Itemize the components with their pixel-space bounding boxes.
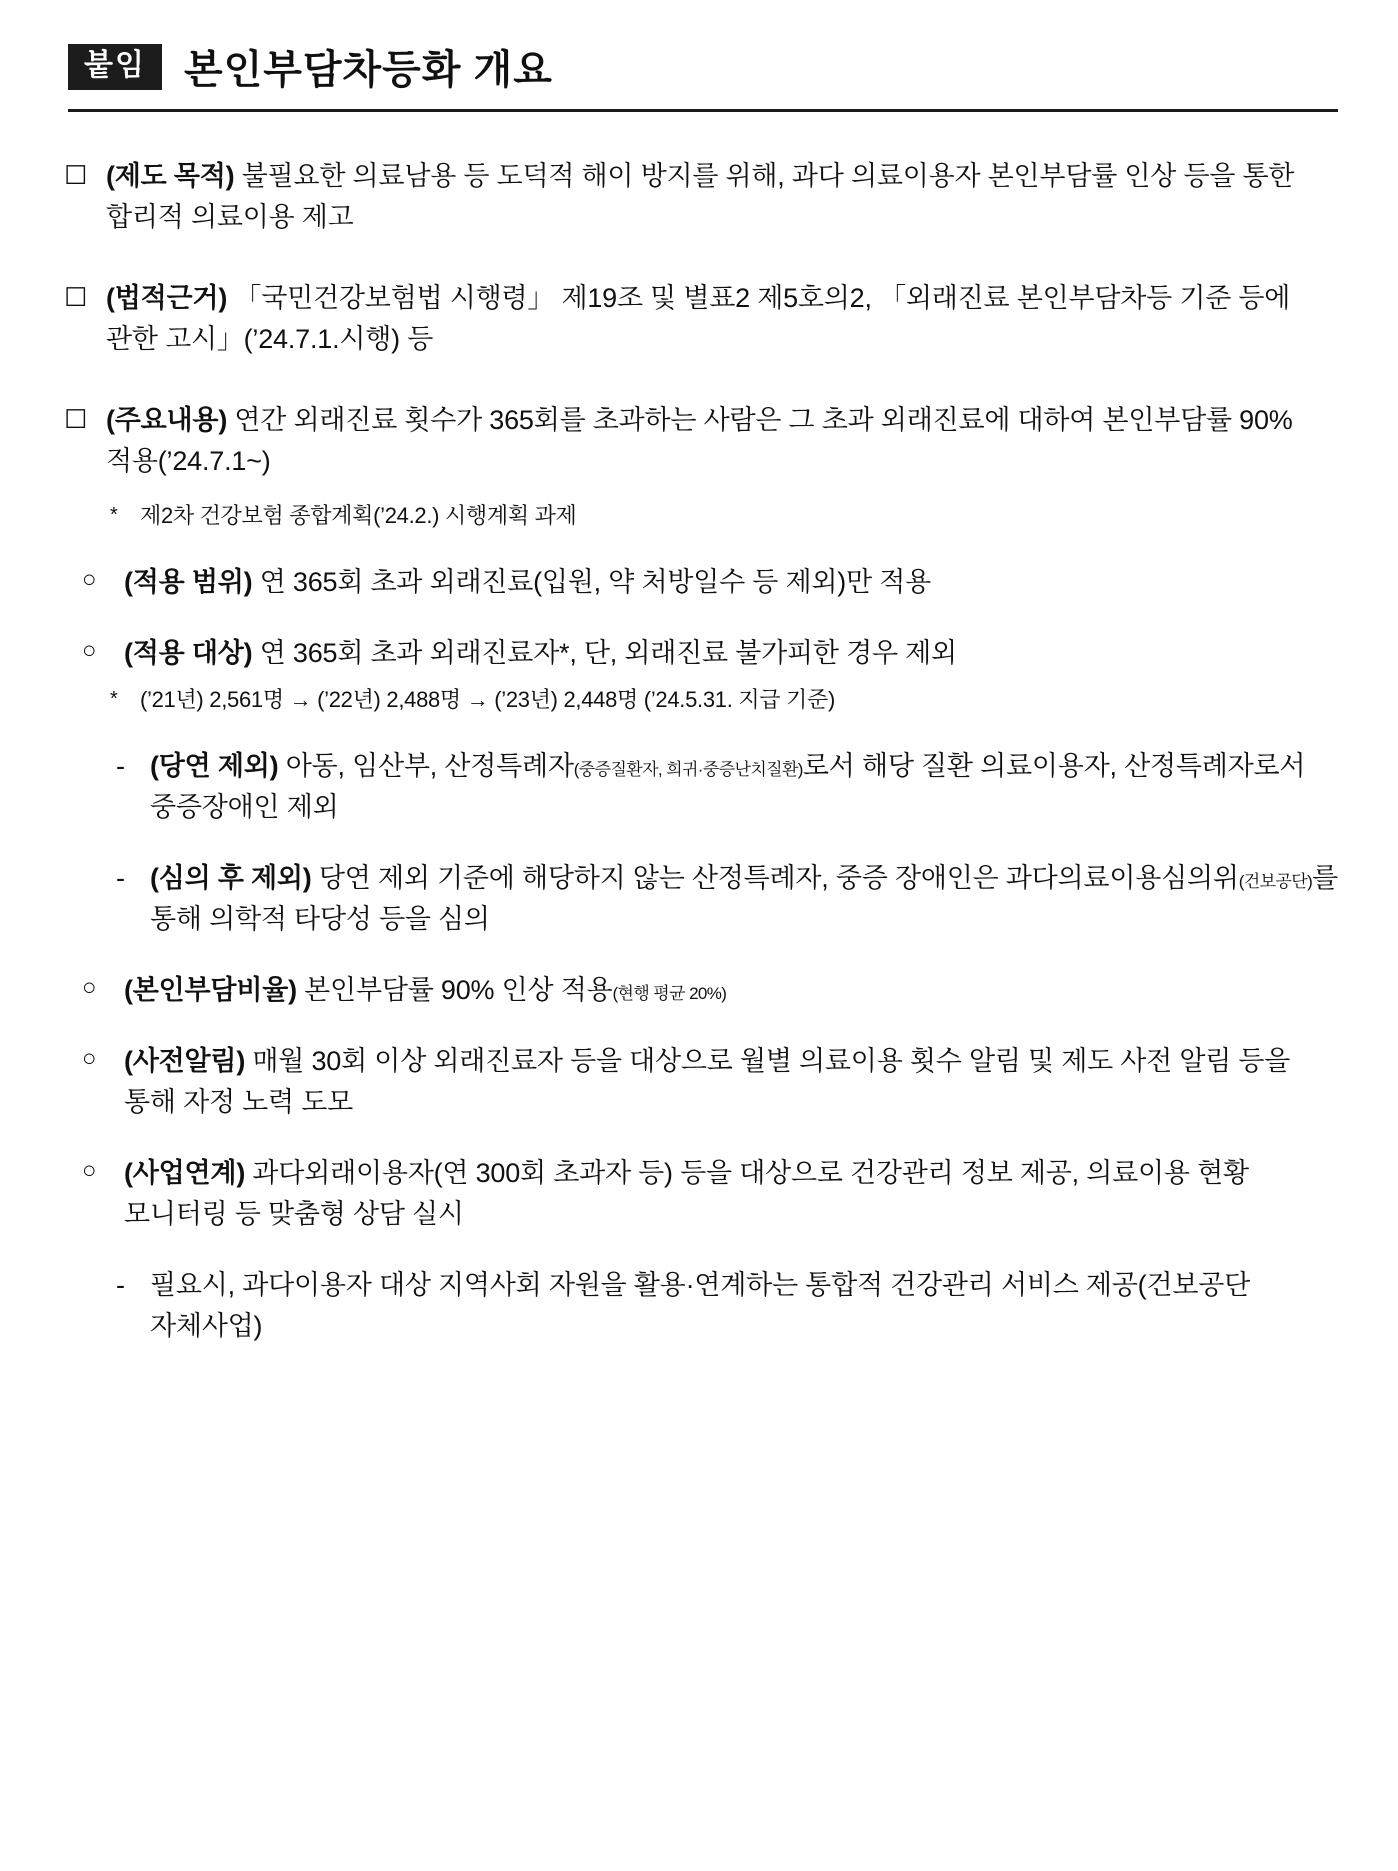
footnote-item — [64, 684, 1340, 716]
item-tail: 를 통해 의학적 타당성 등을 심의 — [150, 863, 1339, 935]
list-item-text — [106, 400, 1340, 482]
item-body: 연 365회 초과 외래진료(입원, 약 처방일수 등 제외)만 적용 — [252, 567, 931, 598]
item-body: 본인부담률 90% 인상 적용 — [296, 975, 613, 1006]
list-item-text — [106, 278, 1340, 360]
circle-bullet-icon: ○ — [82, 637, 97, 665]
item-lead: (사업연계) — [124, 1158, 246, 1189]
circle-bullet-icon: ○ — [82, 974, 97, 1002]
item-body: 과다외래이용자(연 300회 초과자 등) 등을 대상으로 건강관리 정보 제공, 의료이용 현황 모니터링 등 맞춤형 상담 실시 — [124, 1158, 1249, 1230]
item-annotation: (중증질환자, 희귀·중증난치질환) — [573, 760, 803, 780]
page-title: 본인부담차등화 개요 — [183, 48, 553, 92]
item-body: 연간 외래진료 횟수가 365회를 초과하는 사람은 그 초과 외래진료에 대하여 본인부담률 90% 적용(’24.7.1~) — [106, 405, 1293, 477]
circle-bullet-icon: ○ — [82, 1157, 97, 1185]
item-body: 연 365회 초과 외래진료자*, 단, 외래진료 불가피한 경우 제외 — [252, 638, 957, 669]
asterisk-bullet-icon: * — [110, 688, 118, 711]
list-item-text — [124, 1041, 1340, 1123]
list-item — [64, 746, 1340, 828]
list-item-text — [150, 858, 1340, 940]
list-item — [64, 1153, 1340, 1235]
dash-bullet-icon: - — [116, 751, 125, 782]
item-lead: (본인부담비율) — [124, 975, 297, 1006]
footnote-text: 제2차 건강보험 종합계획(’24.2.) 시행계획 과제 — [140, 503, 577, 529]
item-lead: (주요내용) — [106, 405, 228, 436]
item-annotation: (현행 평균 20%) — [612, 984, 727, 1004]
item-lead: (법적근거) — [106, 283, 228, 314]
list-item-text: 필요시, 과다이용자 대상 지역사회 자원을 활용·연계하는 통합적 건강관리 서비스 제공(건보공단 자체사업) — [150, 1270, 1250, 1342]
attachment-tag: 붙임 — [68, 44, 162, 90]
circle-bullet-icon: ○ — [82, 566, 97, 594]
list-item-text — [124, 633, 1340, 674]
item-body: 매월 30회 이상 외래진료자 등을 대상으로 월별 의료이용 횟수 알림 및 제도 사전 알림 등을 통해 자정 노력 도모 — [124, 1046, 1291, 1118]
item-body: 「국민건강보험법 시행령」 제19조 및 별표2 제5호의2, 「외래진료 본인부담차등 기준 등에 관한 고시」(’24.7.1.시행) 등 — [106, 283, 1291, 355]
item-body: 당연 제외 기준에 해당하지 않는 산정특례자, 중증 장애인은 과다의료이용심의위 — [311, 863, 1239, 894]
item-lead: (적용 범위) — [124, 567, 253, 598]
dash-bullet-icon: - — [116, 1270, 125, 1301]
item-lead: (사전알림) — [124, 1046, 246, 1077]
list-item — [64, 562, 1340, 603]
item-lead: (적용 대상) — [124, 638, 253, 669]
list-item-text — [124, 562, 1340, 603]
list-item — [64, 633, 1340, 674]
square-bullet-icon: ☐ — [64, 160, 88, 190]
dash-bullet-icon: - — [116, 863, 125, 894]
document-body — [64, 156, 1340, 1347]
list-item-text — [106, 156, 1340, 238]
list-item-text — [150, 746, 1340, 828]
footnote-text: (’21년) 2,561명 → (’22년) 2,488명 → (’23년) 2,448명 (’24.5.31. 지급 기준) — [140, 687, 835, 713]
square-bullet-icon: ☐ — [64, 282, 88, 313]
list-item-text — [124, 1153, 1340, 1235]
item-tail: 로서 해당 질환 의료이용자, 산정특례자로서 중증장애인 제외 — [150, 751, 1306, 823]
list-item — [64, 1041, 1340, 1123]
item-lead: (제도 목적) — [106, 161, 235, 191]
document-header — [68, 38, 1338, 112]
list-item — [64, 278, 1340, 360]
list-item — [64, 858, 1340, 940]
list-item-text — [124, 970, 1340, 1011]
list-item — [64, 1265, 1340, 1347]
list-item — [64, 400, 1340, 482]
item-annotation: (건보공단) — [1238, 872, 1313, 892]
item-lead: (당연 제외) — [150, 751, 279, 782]
list-item — [64, 970, 1340, 1011]
item-lead: (심의 후 제외) — [150, 863, 312, 894]
circle-bullet-icon: ○ — [82, 1045, 97, 1073]
document-page — [0, 38, 1398, 1871]
asterisk-bullet-icon: * — [110, 504, 118, 527]
square-bullet-icon: ☐ — [64, 404, 88, 435]
list-item — [64, 156, 1340, 238]
footnote-item — [64, 500, 1340, 532]
item-body: 아동, 임산부, 산정특례자 — [278, 751, 574, 782]
item-body: 불필요한 의료남용 등 도덕적 해이 방지를 위해, 과다 의료이용자 본인부담률 인상 등을 통한 합리적 의료이용 제고 — [106, 161, 1295, 233]
